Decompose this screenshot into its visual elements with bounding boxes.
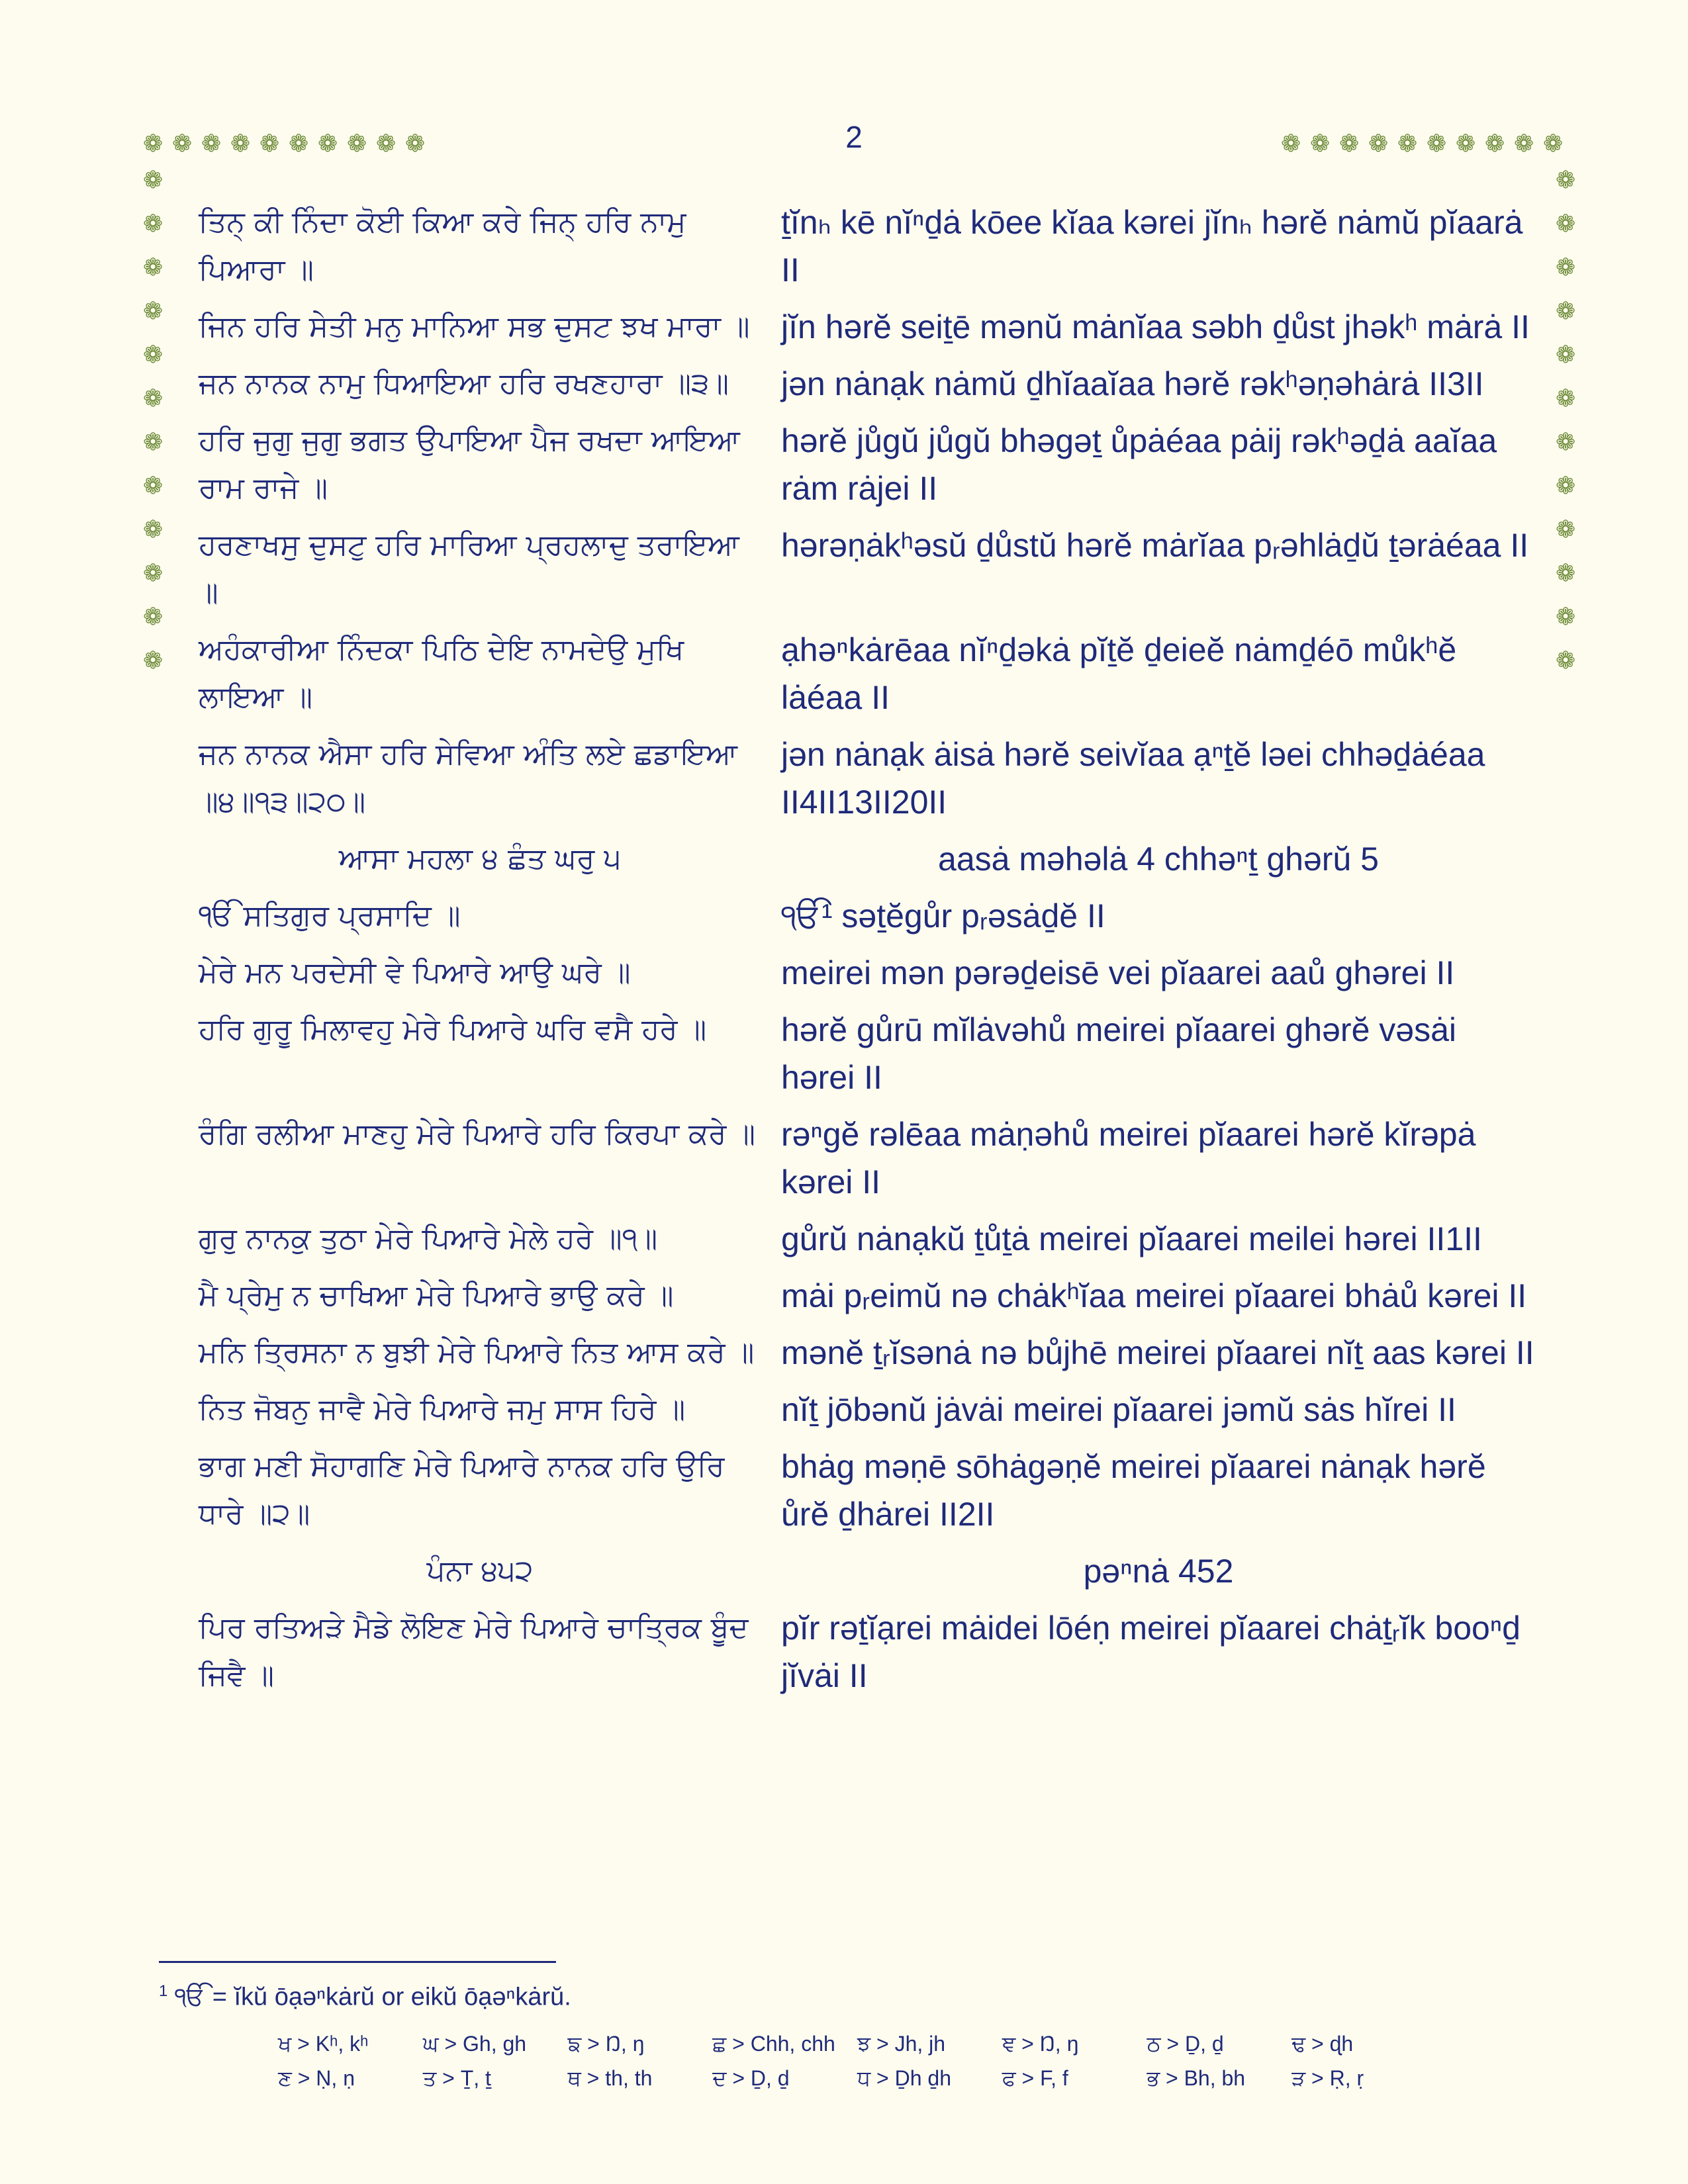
gurmukhi-text: ਮੈ ਪ੍ਰੇਮੁ ਨ ਚਾਖਿਆ ਮੇਰੇ ਪਿਆਰੇ ਭਾਉ ਕਰੇ ॥ <box>199 1279 674 1312</box>
flower-ornament-icon: ❁ <box>143 647 164 674</box>
verse-row <box>199 1443 1556 1538</box>
verse-row <box>199 360 1556 408</box>
verse-row <box>199 1006 1556 1101</box>
flower-ornament-icon: ❁ <box>1556 647 1576 674</box>
legend-entry: ਛ > Chh, chh <box>712 2032 835 2056</box>
legend-entry: ਞ > Ŋ, ŋ <box>1002 2032 1079 2056</box>
legend-entry: ਝ > Jh, jh <box>857 2032 946 2056</box>
flower-ornament-icon: ❁ <box>1556 560 1576 587</box>
legend-row <box>278 2066 1436 2101</box>
gurmukhi-text: ਹਰਿ ਗੁਰੂ ਮਿਲਾਵਹੁ ਮੇਰੇ ਪਿਆਰੇ ਘਰਿ ਵਸੈ ਹਰੇ ॥ <box>199 1013 707 1046</box>
verse-row <box>199 199 1556 294</box>
transliteration-text: hərəṇȧkʰəsŭ ḏůstŭ hərĕ mȧrĭaa pᵣəhlȧḏŭ ṯərȧéaa II <box>781 527 1529 564</box>
flower-ornament-icon: ❁ <box>201 130 222 158</box>
legend-entry: ਥ > th, th <box>567 2066 653 2090</box>
gurmukhi-text: ਪੰਨਾ ੪੫੨ <box>426 1554 534 1588</box>
flower-ornament-icon: ❁ <box>1556 429 1576 456</box>
transliteration-text: mənĕ ṯᵣĭsənȧ nə bůjhē meirei pĭaarei nĭṯ aas kərei II <box>781 1334 1534 1371</box>
section-heading-row <box>199 1547 1556 1595</box>
flower-ornament-icon: ❁ <box>1556 385 1576 412</box>
transliteration-text: gůrŭ nȧnạkŭ ṯůṯȧ meirei pĭaarei meilei hərei II1II <box>781 1220 1482 1257</box>
transliteration-text: jən nȧnạk nȧmŭ ḏhĭaaĭaa hərĕ rəkʰəṇəhȧrȧ II3II <box>781 365 1484 402</box>
legend-entry: ਭ > Bh, bh <box>1147 2066 1246 2090</box>
flower-ornament-icon: ❁ <box>405 130 426 158</box>
legend-entry: ਖ > Kʰ, kʰ <box>278 2032 369 2056</box>
flower-ornament-icon: ❁ <box>1556 210 1576 238</box>
flower-ornament-icon: ❁ <box>143 298 164 325</box>
flower-ornament-icon: ❁ <box>1556 604 1576 631</box>
gurmukhi-text: ਮੇਰੇ ਮਨ ਪਰਦੇਸੀ ਵੇ ਪਿਆਰੇ ਆਉ ਘਰੇ ॥ <box>199 956 631 989</box>
flower-ornament-icon: ❁ <box>1397 130 1418 158</box>
flower-ornament-icon: ❁ <box>1556 298 1576 325</box>
flower-ornament-icon: ❁ <box>172 130 193 158</box>
flower-ornament-icon: ❁ <box>143 167 164 194</box>
flower-ornament-icon: ❁ <box>143 130 164 158</box>
transliteration-text: aasȧ məhəlȧ 4 chhəⁿṯ ghərŭ 5 <box>938 841 1379 878</box>
footnote-mark: 1 <box>159 1982 168 2000</box>
legend-entry: ਢ > ɖh <box>1291 2032 1354 2056</box>
transliteration-text: hərĕ gůrū mĭlȧvəhů meirei pĭaarei ghərĕ vəsȧi hərei II <box>781 1011 1456 1096</box>
legend-row <box>278 2032 1436 2066</box>
gurmukhi-text: ਜਿਨ ਹਰਿ ਸੇਤੀ ਮਨੁ ਮਾਨਿਆ ਸਭ ਦੁਸਟ ਝਖ ਮਾਰਾ ॥ <box>199 310 750 343</box>
transliteration-text: jĭn hərĕ seiṯē mənŭ mȧnĭaa səbh ḏůst jhəkʰ mȧrȧ II <box>781 308 1530 345</box>
transliteration-text: ṯĭnₕ kē nĭⁿḏȧ kōee kĭaa kərei jĭnₕ hərĕ nȧmŭ pĭaarȧ II <box>781 204 1523 289</box>
gurmukhi-text: ਤਿਨ੍ ਕੀ ਨਿੰਦਾ ਕੋਈ ਕਿਆ ਕਰੇ ਜਿਨ੍ ਹਰਿ ਨਾਮੁ ਪਿਆਰਾ ॥ <box>199 205 686 287</box>
verse-row <box>199 417 1556 512</box>
legend-entry: ੜ > Ṛ, ṛ <box>1291 2066 1364 2090</box>
flower-ornament-icon: ❁ <box>1514 130 1534 158</box>
legend-entry: ਣ > Ṇ, ṇ <box>278 2066 355 2090</box>
flower-ornament-icon: ❁ <box>1456 130 1476 158</box>
flower-ornament-icon: ❁ <box>1427 130 1447 158</box>
legend-entry: ਤ > Ṯ, ṯ <box>422 2066 491 2090</box>
transliteration-text: pĭr rəṯĭạrei mȧidei lōéṇ meirei pĭaarei chȧṯᵣĭk booⁿḏ jĭvȧi II <box>781 1610 1521 1694</box>
transliteration-text: ੴ¹ səṯĕgůr pᵣəsȧḏĕ II <box>781 897 1105 934</box>
legend-entry: ਦ > Ḏ, ḏ <box>712 2066 790 2090</box>
legend-entry: ਠ > Ḏ, ḏ <box>1147 2032 1224 2056</box>
transliteration-text: bhȧg məṇē sōhȧgəṇĕ meirei pĭaarei nȧnạk hərĕ ůrĕ ḏhȧrei II2II <box>781 1448 1486 1533</box>
flower-ornament-icon: ❁ <box>1556 473 1576 500</box>
flower-ornament-icon: ❁ <box>347 130 367 158</box>
verse-row <box>199 892 1556 940</box>
footnote-text: ੴ = ĭkŭ ōạəⁿkȧrŭ or eikŭ ōạəⁿkȧrŭ. <box>174 1983 571 2011</box>
flower-ornament-icon: ❁ <box>143 516 164 543</box>
flower-ornament-icon: ❁ <box>143 254 164 281</box>
gurmukhi-text: ਨਿਤ ਜੋਬਨੁ ਜਾਵੈ ਮੇਰੇ ਪਿਆਰੇ ਜਮੁ ਸਾਸ ਹਿਰੇ ॥ <box>199 1392 686 1426</box>
verse-row <box>199 731 1556 826</box>
gurmukhi-text: ਰੰਗਿ ਰਲੀਆ ਮਾਣਹੁ ਮੇਰੇ ਪਿਆਰੇ ਹਰਿ ਕਿਰਪਾ ਕਰੇ ॥ <box>199 1117 756 1151</box>
gurmukhi-text: ਜਨ ਨਾਨਕ ਐਸਾ ਹਰਿ ਸੇਵਿਆ ਅੰਤਿ ਲਏ ਛਡਾਇਆ ॥੪॥੧੩॥੨੦॥ <box>199 737 738 819</box>
gurmukhi-text: ਜਨ ਨਾਨਕ ਨਾਮੁ ਧਿਆਇਆ ਹਰਿ ਰਖਣਹਾਰਾ ॥੩॥ <box>199 367 729 400</box>
transliteration-text: mȧi pᵣeimŭ nə chȧkʰĭaa meirei pĭaarei bhȧů kərei II <box>781 1277 1527 1314</box>
flower-ornament-icon: ❁ <box>259 130 280 158</box>
footnote <box>159 1982 571 2012</box>
legend-entry: ਧ > Ḏh ḏh <box>857 2066 952 2090</box>
gurmukhi-text: ਅਹੰਕਾਰੀਆ ਨਿੰਦਕਾ ਪਿਠਿ ਦੇਇ ਨਾਮਦੇਉ ਮੁਖਿ ਲਾਇਆ ॥ <box>199 633 684 714</box>
flower-ornament-icon: ❁ <box>1310 130 1331 158</box>
verse-row <box>199 626 1556 721</box>
flower-ornament-icon: ❁ <box>376 130 397 158</box>
verse-row <box>199 1215 1556 1263</box>
flower-ornament-icon: ❁ <box>143 341 164 369</box>
flower-ornament-icon: ❁ <box>230 130 251 158</box>
transliteration-text: meirei mən pərəḏeisē vei pĭaarei aaů ghərei II <box>781 954 1455 991</box>
gurmukhi-text: ਮਨਿ ਤ੍ਰਿਸਨਾ ਨ ਬੁਝੀ ਮੇਰੇ ਪਿਆਰੇ ਨਿਤ ਆਸ ਕਰੇ ॥ <box>199 1336 755 1369</box>
verse-row <box>199 1111 1556 1206</box>
section-heading-row <box>199 835 1556 883</box>
flower-ornament-icon: ❁ <box>1339 130 1360 158</box>
transliteration-text: nĭṯ jōbənŭ jȧvȧi meirei pĭaarei jəmŭ sȧs hĭrei II <box>781 1391 1456 1428</box>
transliteration-text: pəⁿnȧ 452 <box>1083 1553 1234 1590</box>
legend-entry: ਙ > Ŋ, ŋ <box>567 2032 645 2056</box>
transliteration-text: hərĕ jůgŭ jůgŭ bhəgəṯ ůpȧéaa pȧij rəkʰəḏȧ aaĭaa rȧm rȧjei II <box>781 422 1497 507</box>
flower-ornament-icon: ❁ <box>1543 130 1564 158</box>
flower-ornament-icon: ❁ <box>318 130 338 158</box>
transliteration-text: jən nȧnạk ȧisȧ hərĕ seivĭaa ạⁿṯĕ ləei chhəḏȧéaa II4II13II20II <box>781 736 1485 821</box>
gurmukhi-text: ਭਾਗ ਮਣੀ ਸੋਹਾਗਣਿ ਮੇਰੇ ਪਿਆਰੇ ਨਾਨਕ ਹਰਿ ਉਰਿ ਧਾਰੇ ॥੨॥ <box>199 1449 725 1531</box>
transliteration-text: rəⁿgĕ rəlēaa mȧṇəhů meirei pĭaarei hərĕ kĭrəpȧ kərei II <box>781 1116 1476 1201</box>
verse-row <box>199 1604 1556 1700</box>
flower-ornament-icon: ❁ <box>1556 167 1576 194</box>
legend-entry: ਫ > F, f <box>1002 2066 1068 2090</box>
flower-ornament-icon: ❁ <box>143 473 164 500</box>
flower-ornament-icon: ❁ <box>1281 130 1301 158</box>
verse-row <box>199 1272 1556 1320</box>
flower-ornament-icon: ❁ <box>143 560 164 587</box>
flower-ornament-icon: ❁ <box>1368 130 1389 158</box>
gurmukhi-text: ਗੁਰੁ ਨਾਨਕੁ ਤੁਠਾ ਮੇਰੇ ਪਿਆਰੇ ਮੇਲੇ ਹਰੇ ॥੧॥ <box>199 1222 658 1255</box>
verse-row <box>199 303 1556 351</box>
flower-ornament-icon: ❁ <box>1485 130 1505 158</box>
gurmukhi-text: ੴ ਸਤਿਗੁਰ ਪ੍ਰਸਾਦਿ ॥ <box>199 899 461 933</box>
transliteration-text: ạhəⁿkȧrēaa nĭⁿḏəkȧ pĭṯĕ ḏeieĕ nȧmḏéō můkʰĕ lȧéaa II <box>781 631 1457 716</box>
gurmukhi-text: ਪਿਰ ਰਤਿਅੜੇ ਮੈਡੇ ਲੋਇਣ ਮੇਰੇ ਪਿਆਰੇ ਚਾਤ੍ਰਿਕ ਬੂੰਦ ਜਿਵੈ ॥ <box>199 1611 749 1692</box>
flower-ornament-icon: ❁ <box>1556 341 1576 369</box>
verse-row <box>199 1386 1556 1433</box>
flower-ornament-icon: ❁ <box>1556 254 1576 281</box>
flower-ornament-icon: ❁ <box>289 130 309 158</box>
transliteration-legend <box>278 2032 1436 2101</box>
flower-ornament-icon: ❁ <box>143 604 164 631</box>
flower-ornament-icon: ❁ <box>1556 516 1576 543</box>
verse-row <box>199 1329 1556 1377</box>
flower-ornament-icon: ❁ <box>143 429 164 456</box>
verse-row <box>199 949 1556 997</box>
flower-ornament-icon: ❁ <box>143 210 164 238</box>
legend-entry: ਘ > Gh, gh <box>422 2032 527 2056</box>
gurmukhi-text: ਆਸਾ ਮਹਲਾ ੪ ਛੰਤ ਘਰੁ ੫ <box>338 842 622 876</box>
flower-ornament-icon: ❁ <box>143 385 164 412</box>
page-number: 2 <box>845 120 863 154</box>
verse-row <box>199 522 1556 617</box>
verse-table <box>199 199 1556 1709</box>
footnote-rule <box>159 1961 556 1963</box>
gurmukhi-text: ਹਰਿ ਜੁਗੁ ਜੁਗੁ ਭਗਤ ਉਪਾਇਆ ਪੈਜ ਰਖਦਾ ਆਇਆ ਰਾਮ ਰਾਜੇ ॥ <box>199 424 740 505</box>
gurmukhi-text: ਹਰਣਾਖਸੁ ਦੁਸਟੁ ਹਰਿ ਮਾਰਿਆ ਪ੍ਰਹਲਾਦੁ ਤਰਾਇਆ ॥ <box>199 528 739 610</box>
